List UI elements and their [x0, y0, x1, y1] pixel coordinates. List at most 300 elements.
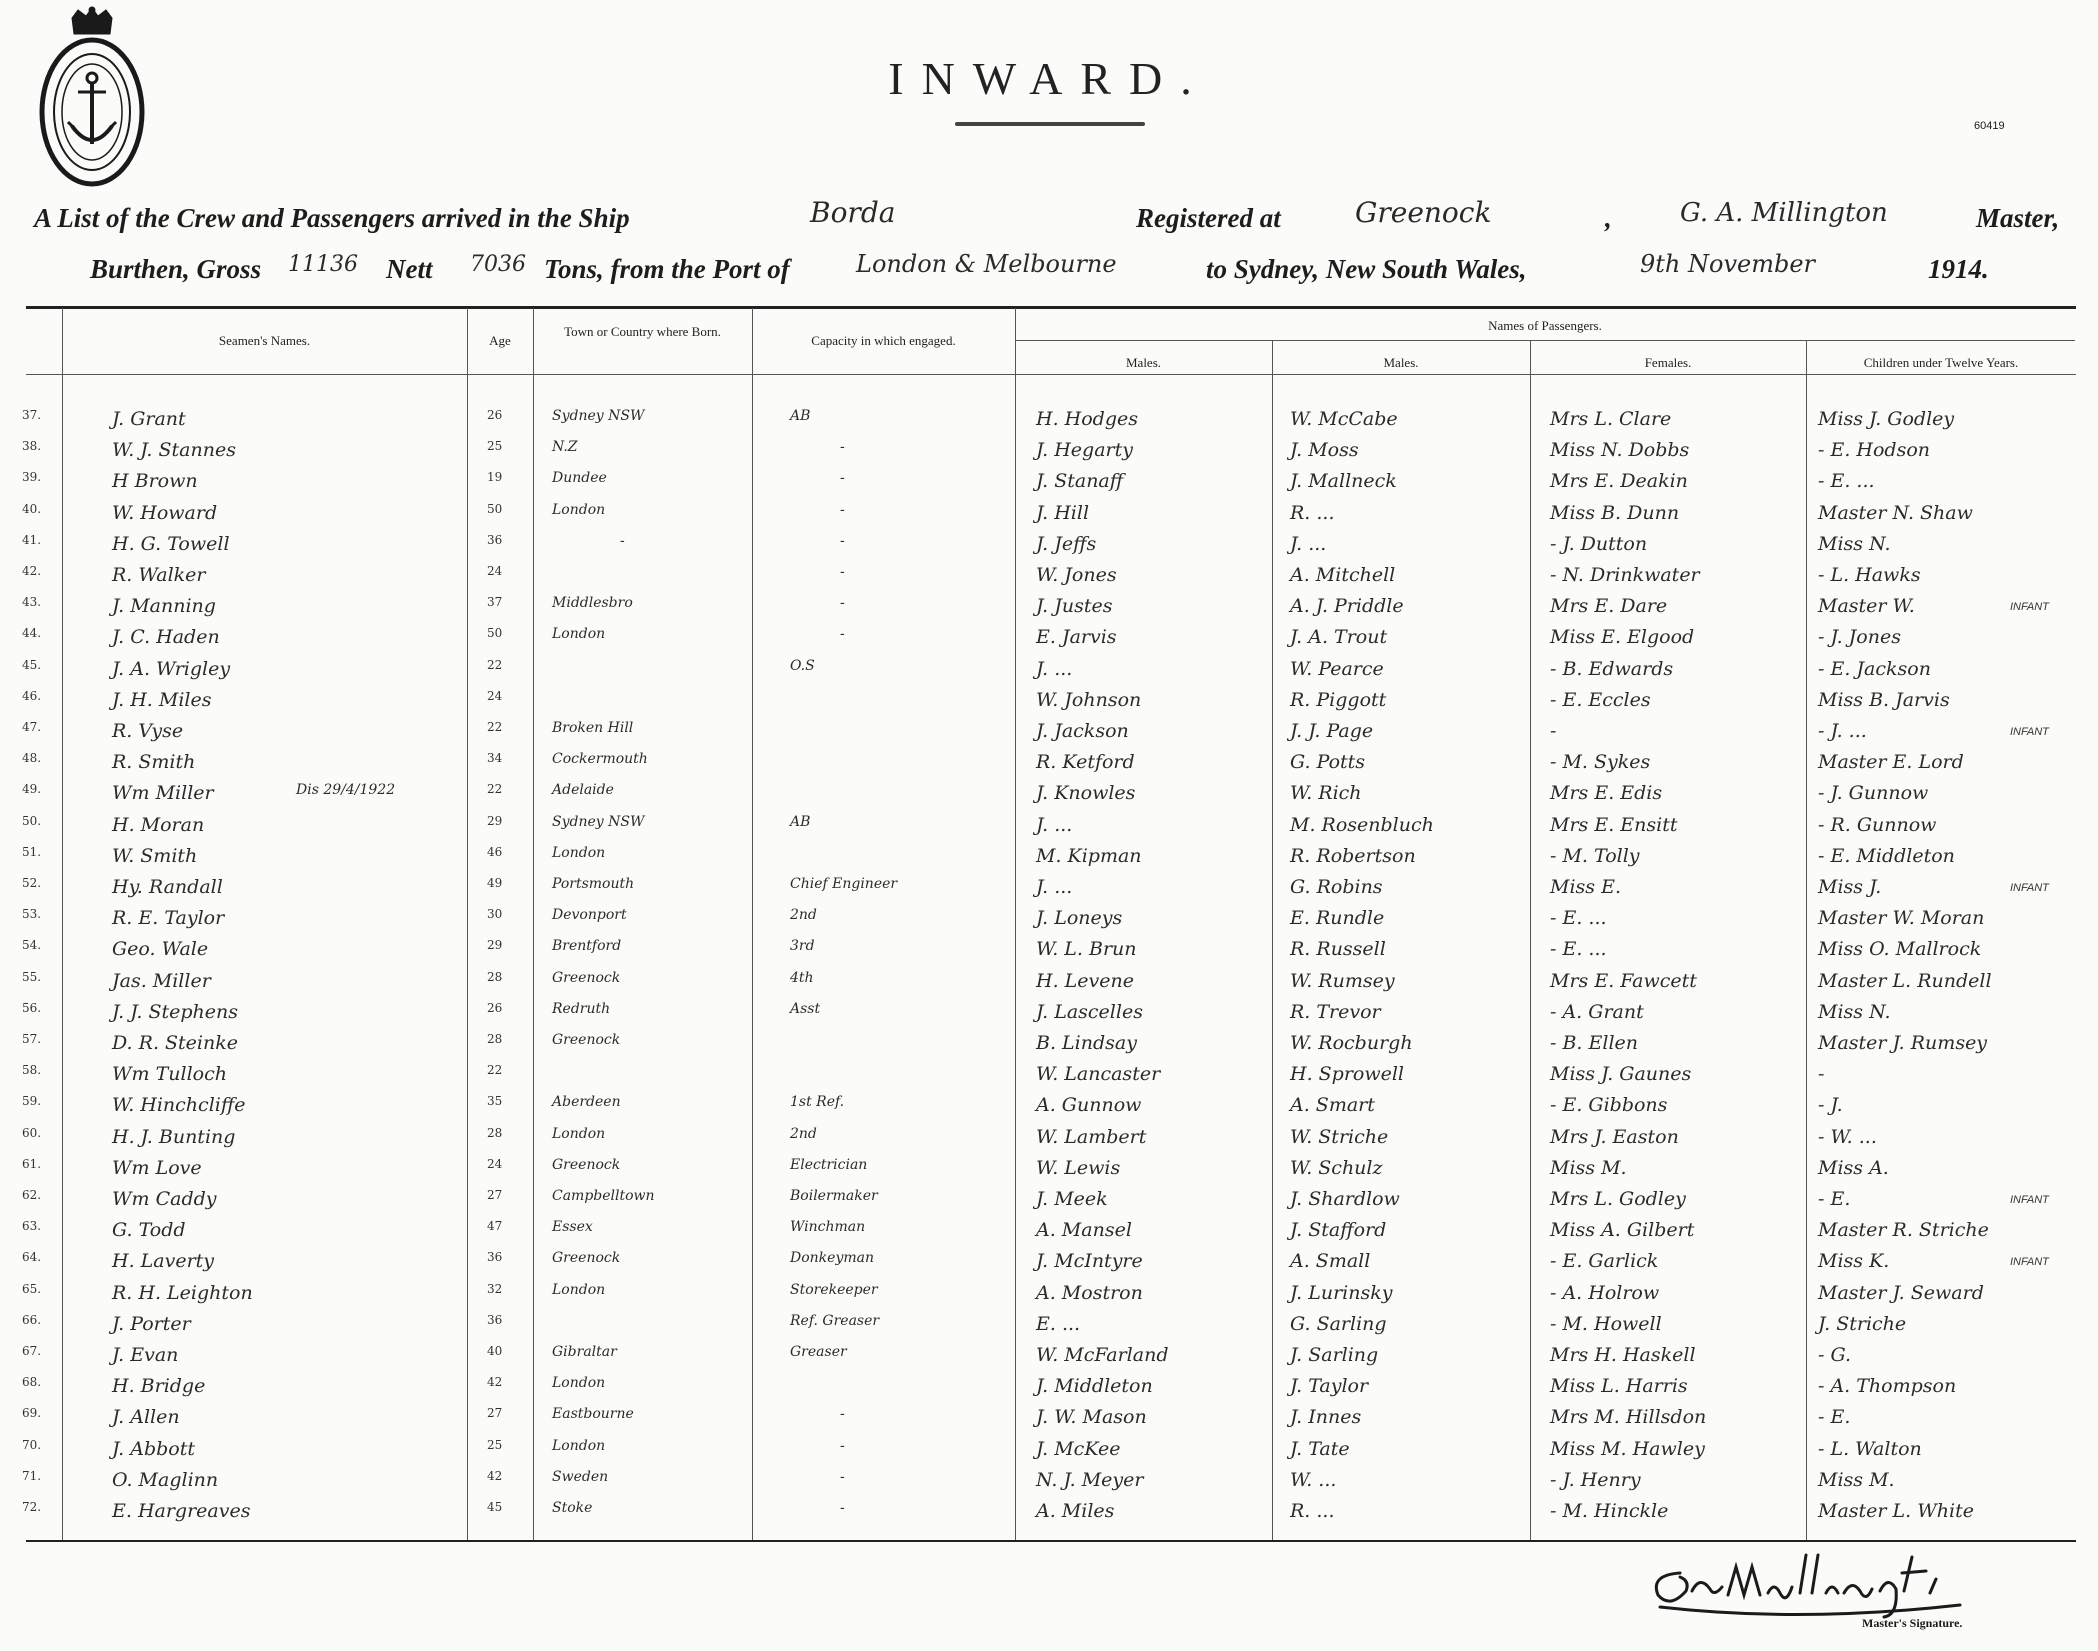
passenger-female: - E. Garlick — [1550, 1250, 1659, 1273]
passenger-child: - J. — [1818, 1094, 1843, 1117]
passenger-male-2: M. Rosenbluch — [1290, 813, 1434, 836]
passenger-male-2: J. ... — [1290, 532, 1327, 555]
passenger-male-2: W. McCabe — [1290, 408, 1398, 430]
row-number: 66. — [22, 1312, 42, 1327]
passenger-child: - A. Thompson — [1818, 1375, 1957, 1398]
seaman-age: 36 — [487, 1250, 503, 1265]
passenger-male-1: W. Lancaster — [1036, 1063, 1161, 1086]
passenger-child: - E. Hodson — [1818, 439, 1931, 462]
passenger-child: - E. ... — [1818, 470, 1875, 493]
seaman-birthplace: Campbelltown — [552, 1188, 655, 1204]
passenger-female: - E. Eccles — [1550, 688, 1651, 711]
seaman-name: J. Abbott — [112, 1437, 195, 1460]
table-row — [0, 1063, 2098, 1094]
passenger-male-1: A. Mostron — [1036, 1281, 1143, 1304]
passenger-male-1: W. L. Brun — [1036, 938, 1137, 961]
row-number: 50. — [22, 813, 42, 828]
seaman-age: 40 — [487, 1344, 503, 1358]
table-row — [0, 1219, 2098, 1250]
passenger-child: Miss K. — [1818, 1250, 1890, 1273]
row-number: 67. — [22, 1344, 42, 1358]
seaman-age: 24 — [487, 564, 503, 578]
passenger-male-1: J. Stanaff — [1036, 470, 1124, 493]
seaman-birthplace: Gibraltar — [552, 1344, 617, 1360]
seaman-birthplace: Broken Hill — [552, 720, 634, 736]
row-number: 58. — [22, 1063, 42, 1078]
passenger-male-1: H. Hodges — [1036, 408, 1138, 430]
passenger-child: - E. — [1818, 1188, 1851, 1210]
seaman-age: 22 — [487, 782, 503, 797]
row-number: 40. — [22, 501, 42, 516]
seaman-capacity: - — [840, 501, 845, 518]
seaman-age: 19 — [487, 470, 503, 485]
passenger-child: - J. Jones — [1818, 626, 1901, 649]
passenger-child: - G. — [1818, 1344, 1851, 1366]
passenger-child: Master L. Rundell — [1818, 969, 1992, 992]
passenger-female: Mrs E. Fawcett — [1550, 969, 1697, 992]
infant-note: INFANT — [2010, 882, 2049, 894]
seaman-name: W. Howard — [112, 501, 218, 524]
table-row — [0, 658, 2098, 689]
passenger-male-1: W. Johnson — [1036, 688, 1142, 711]
seaman-name: W. Hinchcliffe — [112, 1094, 246, 1117]
passenger-female: - M. Howell — [1550, 1312, 1662, 1335]
passenger-female: Miss M. — [1550, 1156, 1627, 1179]
row-number: 41. — [22, 532, 42, 547]
passenger-female: Miss B. Dunn — [1550, 501, 1680, 524]
table-row — [0, 1500, 2098, 1531]
seaman-age: 36 — [487, 532, 503, 547]
seaman-capacity: - — [840, 1406, 845, 1423]
seaman-name: J. H. Miles — [112, 688, 212, 711]
passenger-child: Miss N. — [1818, 532, 1891, 555]
seaman-name: Geo. Wale — [112, 938, 209, 961]
passenger-child: - L. Walton — [1818, 1437, 1922, 1460]
ship-name: Borda — [810, 196, 896, 229]
seaman-name: Jas. Miller — [112, 969, 211, 992]
seaman-name: J. C. Haden — [112, 626, 220, 649]
seaman-birthplace: Eastbourne — [552, 1406, 634, 1423]
header-comma: , — [1605, 203, 1612, 233]
seaman-capacity: Chief Engineer — [790, 876, 898, 892]
passenger-male-1: R. Ketford — [1036, 751, 1135, 774]
seaman-capacity: Asst — [790, 1000, 821, 1017]
passenger-female: Miss L. Harris — [1550, 1375, 1688, 1398]
passenger-male-2: J. Moss — [1290, 439, 1359, 462]
passenger-child: J. Striche — [1818, 1312, 1907, 1335]
passenger-child: Master J. Seward — [1818, 1281, 1984, 1304]
seaman-name: J. Grant — [112, 408, 186, 430]
passenger-child: Miss J. — [1818, 876, 1882, 898]
passenger-male-2: R. Russell — [1290, 938, 1386, 961]
table-bottom-rule — [26, 1540, 2076, 1542]
seaman-birthplace: Stoke — [552, 1500, 593, 1516]
row-number: 60. — [22, 1125, 42, 1140]
row-number: 64. — [22, 1250, 42, 1265]
col-age: Age — [489, 333, 511, 348]
seaman-name: H. Bridge — [112, 1375, 206, 1398]
seaman-age: 35 — [487, 1094, 503, 1109]
passenger-female: Miss A. Gilbert — [1550, 1219, 1695, 1242]
infant-note: INFANT — [2010, 1194, 2049, 1206]
header-line1-prefix: A List of the Crew and Passengers arrived in the Ship — [34, 203, 630, 233]
passenger-male-2: H. Sprowell — [1290, 1063, 1405, 1086]
seaman-capacity: O.S — [790, 657, 815, 674]
seaman-birthplace: Middlesbro — [552, 595, 633, 612]
passenger-male-2: G. Potts — [1290, 751, 1366, 774]
burthen-label: Burthen, Gross — [90, 254, 262, 284]
passenger-male-1: J. McIntyre — [1036, 1250, 1143, 1273]
passenger-female: - B. Edwards — [1550, 657, 1674, 680]
passenger-child: Master W. Moran — [1818, 907, 1985, 930]
passenger-female: - A. Holrow — [1550, 1281, 1660, 1304]
seaman-age: 25 — [487, 1437, 503, 1452]
seaman-capacity: - — [840, 564, 845, 580]
seaman-birthplace: Essex — [552, 1219, 593, 1236]
seaman-name: Wm Miller — [112, 782, 214, 805]
title-underline — [955, 122, 1145, 126]
passenger-female: - E. Gibbons — [1550, 1094, 1668, 1117]
seaman-birthplace: London — [552, 1437, 606, 1454]
seaman-name: R. E. Taylor — [112, 907, 225, 930]
from-port: London & Melbourne — [856, 250, 1117, 278]
passenger-female: - — [1550, 720, 1557, 742]
passenger-female: - M. Tolly — [1550, 844, 1640, 867]
table-row — [0, 502, 2098, 533]
seaman-age: 42 — [487, 1468, 503, 1483]
seaman-capacity: 2nd — [790, 907, 817, 924]
table-row — [0, 938, 2098, 969]
passenger-male-2: J. Stafford — [1290, 1219, 1387, 1242]
passenger-female: - E. ... — [1550, 907, 1607, 930]
seaman-age: 28 — [487, 1032, 503, 1046]
seaman-capacity: 2nd — [790, 1125, 817, 1142]
registered-label: Registered at — [1136, 203, 1281, 233]
seaman-name: J. Allen — [112, 1406, 180, 1429]
row-number: 52. — [22, 876, 42, 890]
passenger-female: - J. Dutton — [1550, 532, 1648, 555]
table-row — [0, 1406, 2098, 1437]
passenger-male-1: J. McKee — [1036, 1437, 1121, 1460]
passenger-child: Miss O. Mallrock — [1818, 938, 1982, 961]
seaman-capacity: - — [840, 595, 845, 612]
passenger-child: Master L. White — [1818, 1500, 1974, 1522]
seaman-capacity: AB — [790, 408, 811, 424]
seaman-age: 27 — [487, 1406, 503, 1421]
seaman-age: 26 — [487, 1000, 503, 1015]
infant-note: INFANT — [2010, 601, 2049, 614]
seaman-capacity: - — [840, 439, 845, 456]
passenger-female: Mrs E. Deakin — [1550, 470, 1688, 493]
passenger-male-2: J. Sarling — [1290, 1344, 1379, 1366]
passenger-child: Miss J. Godley — [1818, 408, 1955, 430]
seaman-age: 42 — [487, 1375, 503, 1390]
seaman-name: G. Todd — [112, 1219, 186, 1242]
table-row — [0, 845, 2098, 876]
passenger-male-2: W. Rocburgh — [1290, 1032, 1413, 1054]
seaman-name: Hy. Randall — [112, 876, 223, 898]
passenger-male-2: J. Lurinsky — [1290, 1281, 1393, 1304]
seaman-name: J. Porter — [112, 1312, 191, 1335]
seaman-name: J. J. Stephens — [112, 1000, 238, 1023]
passenger-male-1: J. Hegarty — [1036, 439, 1133, 462]
passenger-child: - E. Jackson — [1818, 657, 1931, 680]
row-number: 56. — [22, 1000, 42, 1015]
passenger-male-1: E. Jarvis — [1036, 626, 1117, 649]
seaman-name: H. Laverty — [112, 1250, 215, 1273]
passenger-female: Miss M. Hawley — [1550, 1437, 1705, 1460]
passenger-male-2: J. A. Trout — [1290, 626, 1388, 649]
passenger-female: Mrs E. Dare — [1550, 595, 1668, 618]
row-number: 51. — [22, 844, 42, 859]
passenger-male-1: J. Loneys — [1036, 907, 1123, 930]
passenger-female: Mrs L. Clare — [1550, 408, 1672, 430]
seaman-age: 29 — [487, 813, 503, 828]
seaman-birthplace: London — [552, 1125, 606, 1142]
passenger-male-2: J. Innes — [1290, 1406, 1362, 1429]
passenger-child: - J. ... — [1818, 720, 1867, 742]
passenger-male-2: R. ... — [1290, 1500, 1335, 1522]
seaman-capacity: - — [840, 1468, 845, 1485]
seaman-capacity: - — [840, 1437, 845, 1454]
table-row — [0, 1438, 2098, 1469]
passenger-male-1: J. ... — [1036, 813, 1073, 836]
passenger-female: - J. Henry — [1550, 1468, 1641, 1491]
table-row — [0, 1375, 2098, 1406]
seaman-age: 32 — [487, 1281, 503, 1296]
passenger-male-2: A. Small — [1290, 1250, 1371, 1273]
seaman-age: 49 — [487, 876, 503, 890]
seaman-name: W. Smith — [112, 844, 198, 867]
row-number: 43. — [22, 595, 42, 610]
passenger-male-2: W. Pearce — [1290, 657, 1384, 680]
tons-from-label: Tons, from the Port of — [544, 254, 790, 284]
passenger-female: - E. ... — [1550, 938, 1607, 961]
table-row — [0, 876, 2098, 907]
row-number: 71. — [22, 1468, 42, 1483]
passenger-child: - E. — [1818, 1406, 1851, 1429]
seaman-age: 50 — [487, 501, 503, 516]
table-row — [0, 1250, 2098, 1281]
table-row — [0, 470, 2098, 501]
seaman-birthplace: London — [552, 1281, 606, 1298]
seaman-capacity: - — [840, 532, 845, 549]
passenger-male-1: M. Kipman — [1036, 844, 1142, 867]
passenger-child: - — [1818, 1063, 1825, 1086]
passenger-male-1: J. Jackson — [1036, 720, 1129, 742]
seaman-age: 30 — [487, 907, 503, 922]
seaman-name: J. Evan — [112, 1344, 179, 1366]
seaman-name: E. Hargreaves — [112, 1500, 251, 1522]
row-number: 38. — [22, 439, 42, 454]
passenger-female: - M. Hinckle — [1550, 1500, 1669, 1522]
passenger-male-2: R. Piggott — [1290, 688, 1387, 711]
table-row — [0, 1094, 2098, 1125]
seaman-capacity: AB — [790, 813, 811, 830]
passenger-male-2: A. Smart — [1290, 1094, 1375, 1117]
master-signature-label: Master's Signature. — [1862, 1616, 1963, 1630]
seaman-birthplace: London — [552, 501, 606, 518]
seaman-name: H. J. Bunting — [112, 1125, 236, 1148]
seaman-birthplace: Greenock — [552, 1156, 621, 1173]
passenger-male-2: G. Sarling — [1290, 1312, 1387, 1335]
passenger-male-2: J. J. Page — [1290, 720, 1374, 742]
passenger-male-2: W. Schulz — [1290, 1156, 1383, 1179]
passenger-female: Mrs M. Hillsdon — [1550, 1406, 1707, 1429]
passenger-child: - R. Gunnow — [1818, 813, 1937, 836]
seaman-birthplace: Greenock — [552, 969, 621, 986]
row-number: 57. — [22, 1032, 42, 1046]
row-number: 59. — [22, 1094, 42, 1109]
row-number: 37. — [22, 408, 42, 422]
seaman-birthplace: Brentford — [552, 938, 622, 955]
seaman-birthplace: Redruth — [552, 1000, 611, 1017]
passenger-male-2: A. J. Priddle — [1290, 595, 1404, 618]
passenger-female: Miss E. Elgood — [1550, 626, 1695, 649]
col-seamen-names: Seamen's Names. — [218, 333, 311, 348]
table-row — [0, 1344, 2098, 1375]
table-row — [0, 1469, 2098, 1500]
row-number: 48. — [22, 751, 42, 766]
passenger-male-2: W. Rumsey — [1290, 969, 1395, 992]
seaman-name: W. J. Stannes — [112, 439, 236, 462]
seaman-age: 22 — [487, 657, 503, 672]
row-number: 42. — [22, 564, 42, 578]
passenger-female: - B. Ellen — [1550, 1032, 1639, 1054]
table-row — [0, 970, 2098, 1001]
passenger-child: - W. ... — [1818, 1125, 1877, 1148]
passenger-male-1: J. Knowles — [1036, 782, 1136, 805]
seaman-age: 28 — [487, 969, 503, 984]
passenger-child: Miss A. — [1818, 1156, 1889, 1179]
seaman-birthplace: Devonport — [552, 907, 627, 924]
passenger-male-2: W. ... — [1290, 1468, 1337, 1491]
infant-note: INFANT — [2010, 726, 2049, 738]
col-males-2: Males. — [1383, 355, 1419, 370]
seaman-birthplace: London — [552, 1375, 606, 1392]
passenger-male-1: W. Lambert — [1036, 1125, 1147, 1148]
passenger-male-2: A. Mitchell — [1290, 564, 1396, 586]
seaman-name: Wm Caddy — [112, 1188, 217, 1210]
row-number: 45. — [22, 657, 42, 672]
seaman-age: 36 — [487, 1312, 503, 1327]
row-number: 65. — [22, 1281, 42, 1296]
passenger-male-1: A. Mansel — [1036, 1219, 1132, 1242]
document-title: INWARD. — [888, 53, 1210, 104]
seaman-name: J. Manning — [112, 595, 216, 618]
passenger-male-1: B. Lindsay — [1036, 1032, 1137, 1054]
table-row — [0, 1157, 2098, 1188]
col-children: Children under Twelve Years. — [1863, 355, 2019, 370]
seaman-birthplace: - — [620, 532, 625, 549]
col-capacity: Capacity in which engaged. — [811, 333, 956, 348]
passenger-male-2: J. Tate — [1290, 1437, 1350, 1460]
row-number: 63. — [22, 1219, 42, 1234]
passenger-male-1: J. ... — [1036, 876, 1073, 898]
seaman-name: H. G. Towell — [112, 532, 230, 555]
table-row — [0, 782, 2098, 813]
seaman-capacity: - — [840, 470, 845, 487]
passenger-male-2: G. Robins — [1290, 876, 1383, 898]
seaman-name: H Brown — [112, 470, 198, 493]
passenger-male-1: E. ... — [1036, 1312, 1081, 1335]
passenger-female: - M. Sykes — [1550, 751, 1651, 774]
seaman-capacity: - — [840, 626, 845, 643]
seaman-name: Wm Love — [112, 1156, 202, 1179]
seaman-age: 24 — [487, 688, 503, 703]
arrival-year: 1914. — [1928, 254, 1989, 284]
seaman-birthplace: London — [552, 844, 606, 861]
col-passengers: Names of Passengers. — [1488, 318, 1602, 333]
passenger-female: Mrs E. Ensitt — [1550, 813, 1678, 836]
seaman-age: 46 — [487, 844, 503, 859]
passenger-male-1: W. Jones — [1036, 564, 1117, 586]
passenger-male-1: J. Jeffs — [1036, 532, 1097, 555]
passenger-child: Master N. Shaw — [1818, 501, 1973, 524]
table-row — [0, 907, 2098, 938]
table-row — [0, 408, 2098, 439]
row-number: 53. — [22, 907, 42, 922]
passenger-child: Master R. Striche — [1818, 1219, 1989, 1242]
passenger-female: Mrs H. Haskell — [1550, 1344, 1696, 1366]
passenger-male-2: E. Rundle — [1290, 907, 1385, 930]
table-row — [0, 1032, 2098, 1063]
passenger-male-1: J. Middleton — [1036, 1375, 1153, 1398]
row-number: 49. — [22, 782, 42, 797]
seaman-age: 34 — [487, 751, 503, 766]
seaman-name: R. H. Leighton — [112, 1281, 253, 1304]
passenger-female: Mrs J. Easton — [1550, 1125, 1679, 1148]
passenger-child: Miss B. Jarvis — [1818, 688, 1950, 711]
seaman-capacity: 4th — [790, 969, 814, 986]
seaman-birthplace: Sydney NSW — [552, 813, 645, 830]
seaman-capacity: 3rd — [790, 938, 815, 955]
seaman-age: 37 — [487, 595, 503, 610]
seaman-name: R. Vyse — [112, 720, 184, 742]
seaman-capacity: Ref. Greaser — [790, 1312, 880, 1329]
passenger-male-2: W. Rich — [1290, 782, 1362, 805]
arrival-date: 9th November — [1640, 250, 1816, 278]
table-row — [0, 1126, 2098, 1157]
seaman-age: 27 — [487, 1188, 503, 1202]
passenger-male-1: A. Miles — [1036, 1500, 1115, 1522]
passenger-female: Miss E. — [1550, 876, 1621, 898]
passenger-male-2: J. Taylor — [1290, 1375, 1369, 1398]
row-number: 46. — [22, 688, 42, 703]
col-town-born: Town or Country where Born. — [564, 324, 721, 339]
passenger-female: Mrs L. Godley — [1550, 1188, 1686, 1210]
passenger-female: Mrs E. Edis — [1550, 782, 1663, 805]
passenger-female: Miss N. Dobbs — [1550, 439, 1690, 462]
table-row — [0, 1001, 2098, 1032]
passenger-male-1: A. Gunnow — [1036, 1094, 1142, 1117]
seaman-capacity: Donkeyman — [790, 1250, 874, 1267]
passenger-child: - E. Middleton — [1818, 844, 1955, 867]
seaman-age: 25 — [487, 439, 503, 454]
infant-note: INFANT — [2010, 1256, 2049, 1269]
seaman-birthplace: Greenock — [552, 1250, 621, 1267]
table-row — [0, 595, 2098, 626]
table-row — [0, 720, 2098, 751]
seaman-name: R. Smith — [112, 751, 196, 774]
seaman-capacity: Winchman — [790, 1219, 866, 1236]
passenger-male-2: J. Shardlow — [1290, 1188, 1400, 1210]
seaman-name: R. Walker — [112, 564, 206, 586]
seaman-birthplace: Sweden — [552, 1468, 609, 1485]
seaman-capacity: Greaser — [790, 1344, 847, 1360]
passenger-male-2: R. Trevor — [1290, 1000, 1381, 1023]
passenger-male-2: W. Striche — [1290, 1125, 1389, 1148]
